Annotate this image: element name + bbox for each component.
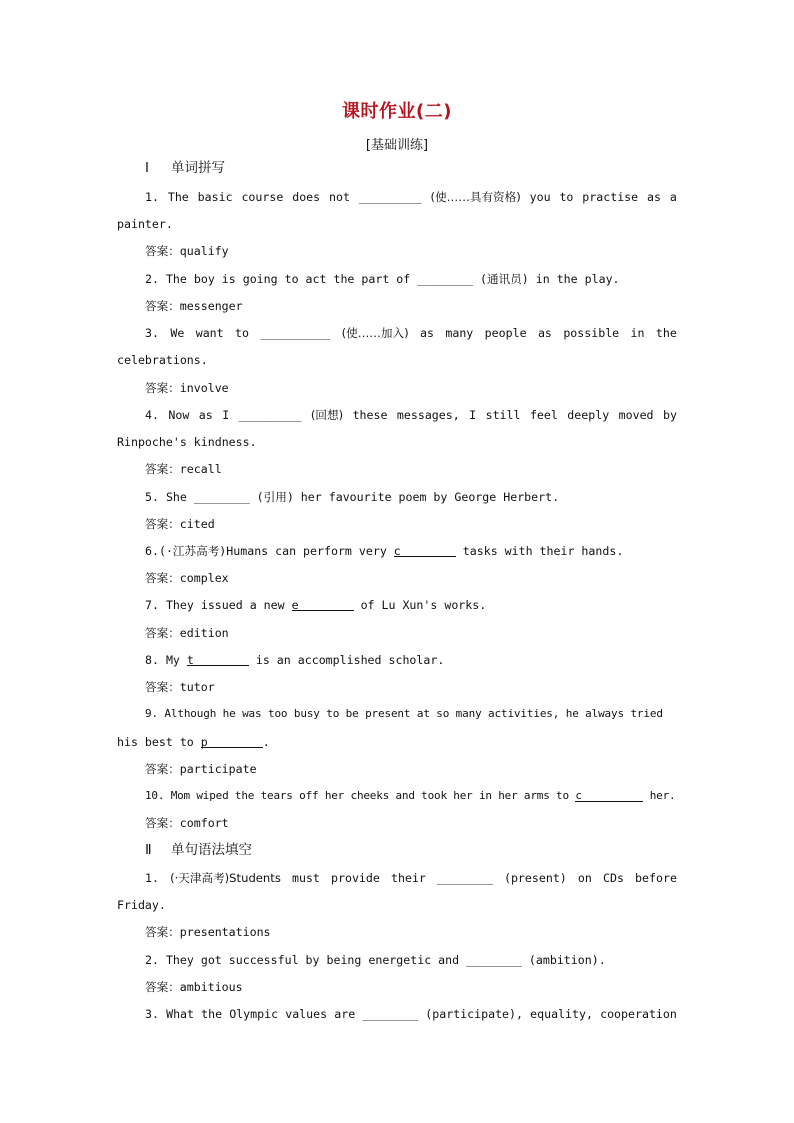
answer-1: 答案：qualify [145,244,229,258]
question-5: 5. She ________ (引用) her favourite poem by George Herbert. [145,490,560,504]
grammar-question-2: 2. They got successful by being energetic and ________ (ambition). [145,953,606,967]
question-8: 8. My t is an accomplished scholar. [145,653,445,667]
grammar-answer-1: 答案：presentations [145,925,271,939]
grammar-question-3-line-1: 3. What the Olympic values are ________ (participate), equality, cooperation [145,1007,677,1021]
page-subtitle: [基础训练] [365,138,429,153]
page-title: 课时作业(二) [342,101,452,122]
answer-4: 答案：recall [145,462,222,476]
grammar-question-1-line-1: 1. (·天津高考)Students must provide their ________ (present) on CDs before [145,871,677,885]
question-9-line-1: 9. Although he was too busy to be present at so many activities, he always tried [145,707,663,720]
section-heading-grammar-fill [145,843,252,857]
question-1-line-2: painter. [117,217,173,231]
question-4-line-1: 4. Now as I _________ (回想) these messages, I still feel deeply moved by [145,408,677,422]
grammar-answer-2: 答案：ambitious [145,980,243,994]
question-10: 10. Mom wiped the tears off her cheeks and took her in her arms to c her. [145,789,676,802]
answer-2: 答案：messenger [145,299,243,313]
answer-3: 答案：involve [145,381,229,395]
section-numeral: Ⅰ [145,160,149,176]
section-label: 单词拼写 [171,160,225,176]
answer-10: 答案：comfort [145,816,229,830]
fill-blank: t [187,653,249,666]
fill-blank: c [575,789,643,802]
question-3-line-2: celebrations. [117,353,208,367]
fill-blank: e [292,598,354,611]
answer-5: 答案：cited [145,517,215,531]
answer-9: 答案：participate [145,762,257,776]
fill-blank: c [394,544,456,557]
section-label: 单句语法填空 [171,842,252,858]
question-7: 7. They issued a new e of Lu Xun's works. [145,598,487,612]
answer-6: 答案：complex [145,571,229,585]
answer-8: 答案：tutor [145,680,215,694]
section-numeral: Ⅱ [145,842,152,858]
section-heading-word-spelling [145,161,225,175]
question-2: 2. The boy is going to act the part of ________ (通讯员) in the play. [145,272,620,286]
question-6: 6.(·江苏高考)Humans can perform very c tasks with their hands. [145,544,624,558]
question-1-line-1: 1. The basic course does not _________ (使……具有资格) you to practise as a [145,190,677,204]
fill-blank: p [201,735,263,748]
grammar-question-1-line-2: Friday. [117,898,166,912]
question-9-line-2: his best to p . [117,735,270,749]
answer-7: 答案：edition [145,626,229,640]
question-3-line-1: 3. We want to __________ (使……加入) as many people as possible in the [145,326,677,340]
question-4-line-2: Rinpoche's kindness. [117,435,257,449]
